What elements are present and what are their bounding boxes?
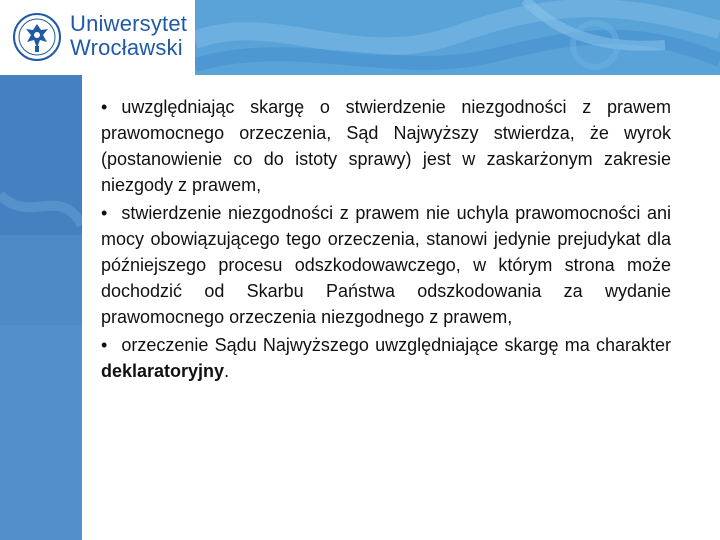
main-content [101, 94, 671, 386]
bullet-text-3-after: . [224, 361, 230, 381]
header-banner [195, 0, 720, 75]
bullet-text-2: stwierdzenie niezgodności z prawem nie uchyla prawomocności ani mocy obowiązującego tego orzeczenia, stanowi jedynie prejudykat dla późniejszego procesu odszkodowawczego, w którym strona może dochodzić od Skarbu Państwa odszkodowania za wydanie prawomocnego orzeczenia niezgodnego z prawem, [101, 203, 671, 327]
left-bar-pattern [0, 75, 82, 540]
bullet-dot: • [101, 203, 108, 223]
university-name [70, 12, 187, 60]
bullet-text-1: uwzględniając skargę o stwierdzenie niezgodności z prawem prawomocnego orzeczenia, Sąd Najwyższy stwierdza, że wyrok (postanowienie co do istoty sprawy) jest w zaskarżonym zakresie niezgody z prawem, [101, 97, 671, 195]
university-name-line2: Wrocławski [70, 35, 183, 60]
university-name-line1: Uniwersytet [70, 11, 188, 36]
bullet-item-1 [101, 94, 671, 198]
left-decorative-bar [0, 75, 82, 540]
university-crest-icon [12, 12, 62, 62]
bullet-text-3-bold: deklaratoryjny [101, 361, 225, 381]
header [0, 0, 720, 75]
bullet-item-3 [101, 332, 671, 384]
logo-area [0, 0, 195, 75]
banner-wave-pattern [195, 0, 720, 75]
bullet-text-3-before: orzeczenie Sądu Najwyższego uwzględniające skargę ma charakter [121, 335, 671, 355]
bullet-item-2 [101, 200, 671, 330]
bullet-dot: • [101, 335, 108, 355]
bullet-dot: • [101, 97, 108, 117]
